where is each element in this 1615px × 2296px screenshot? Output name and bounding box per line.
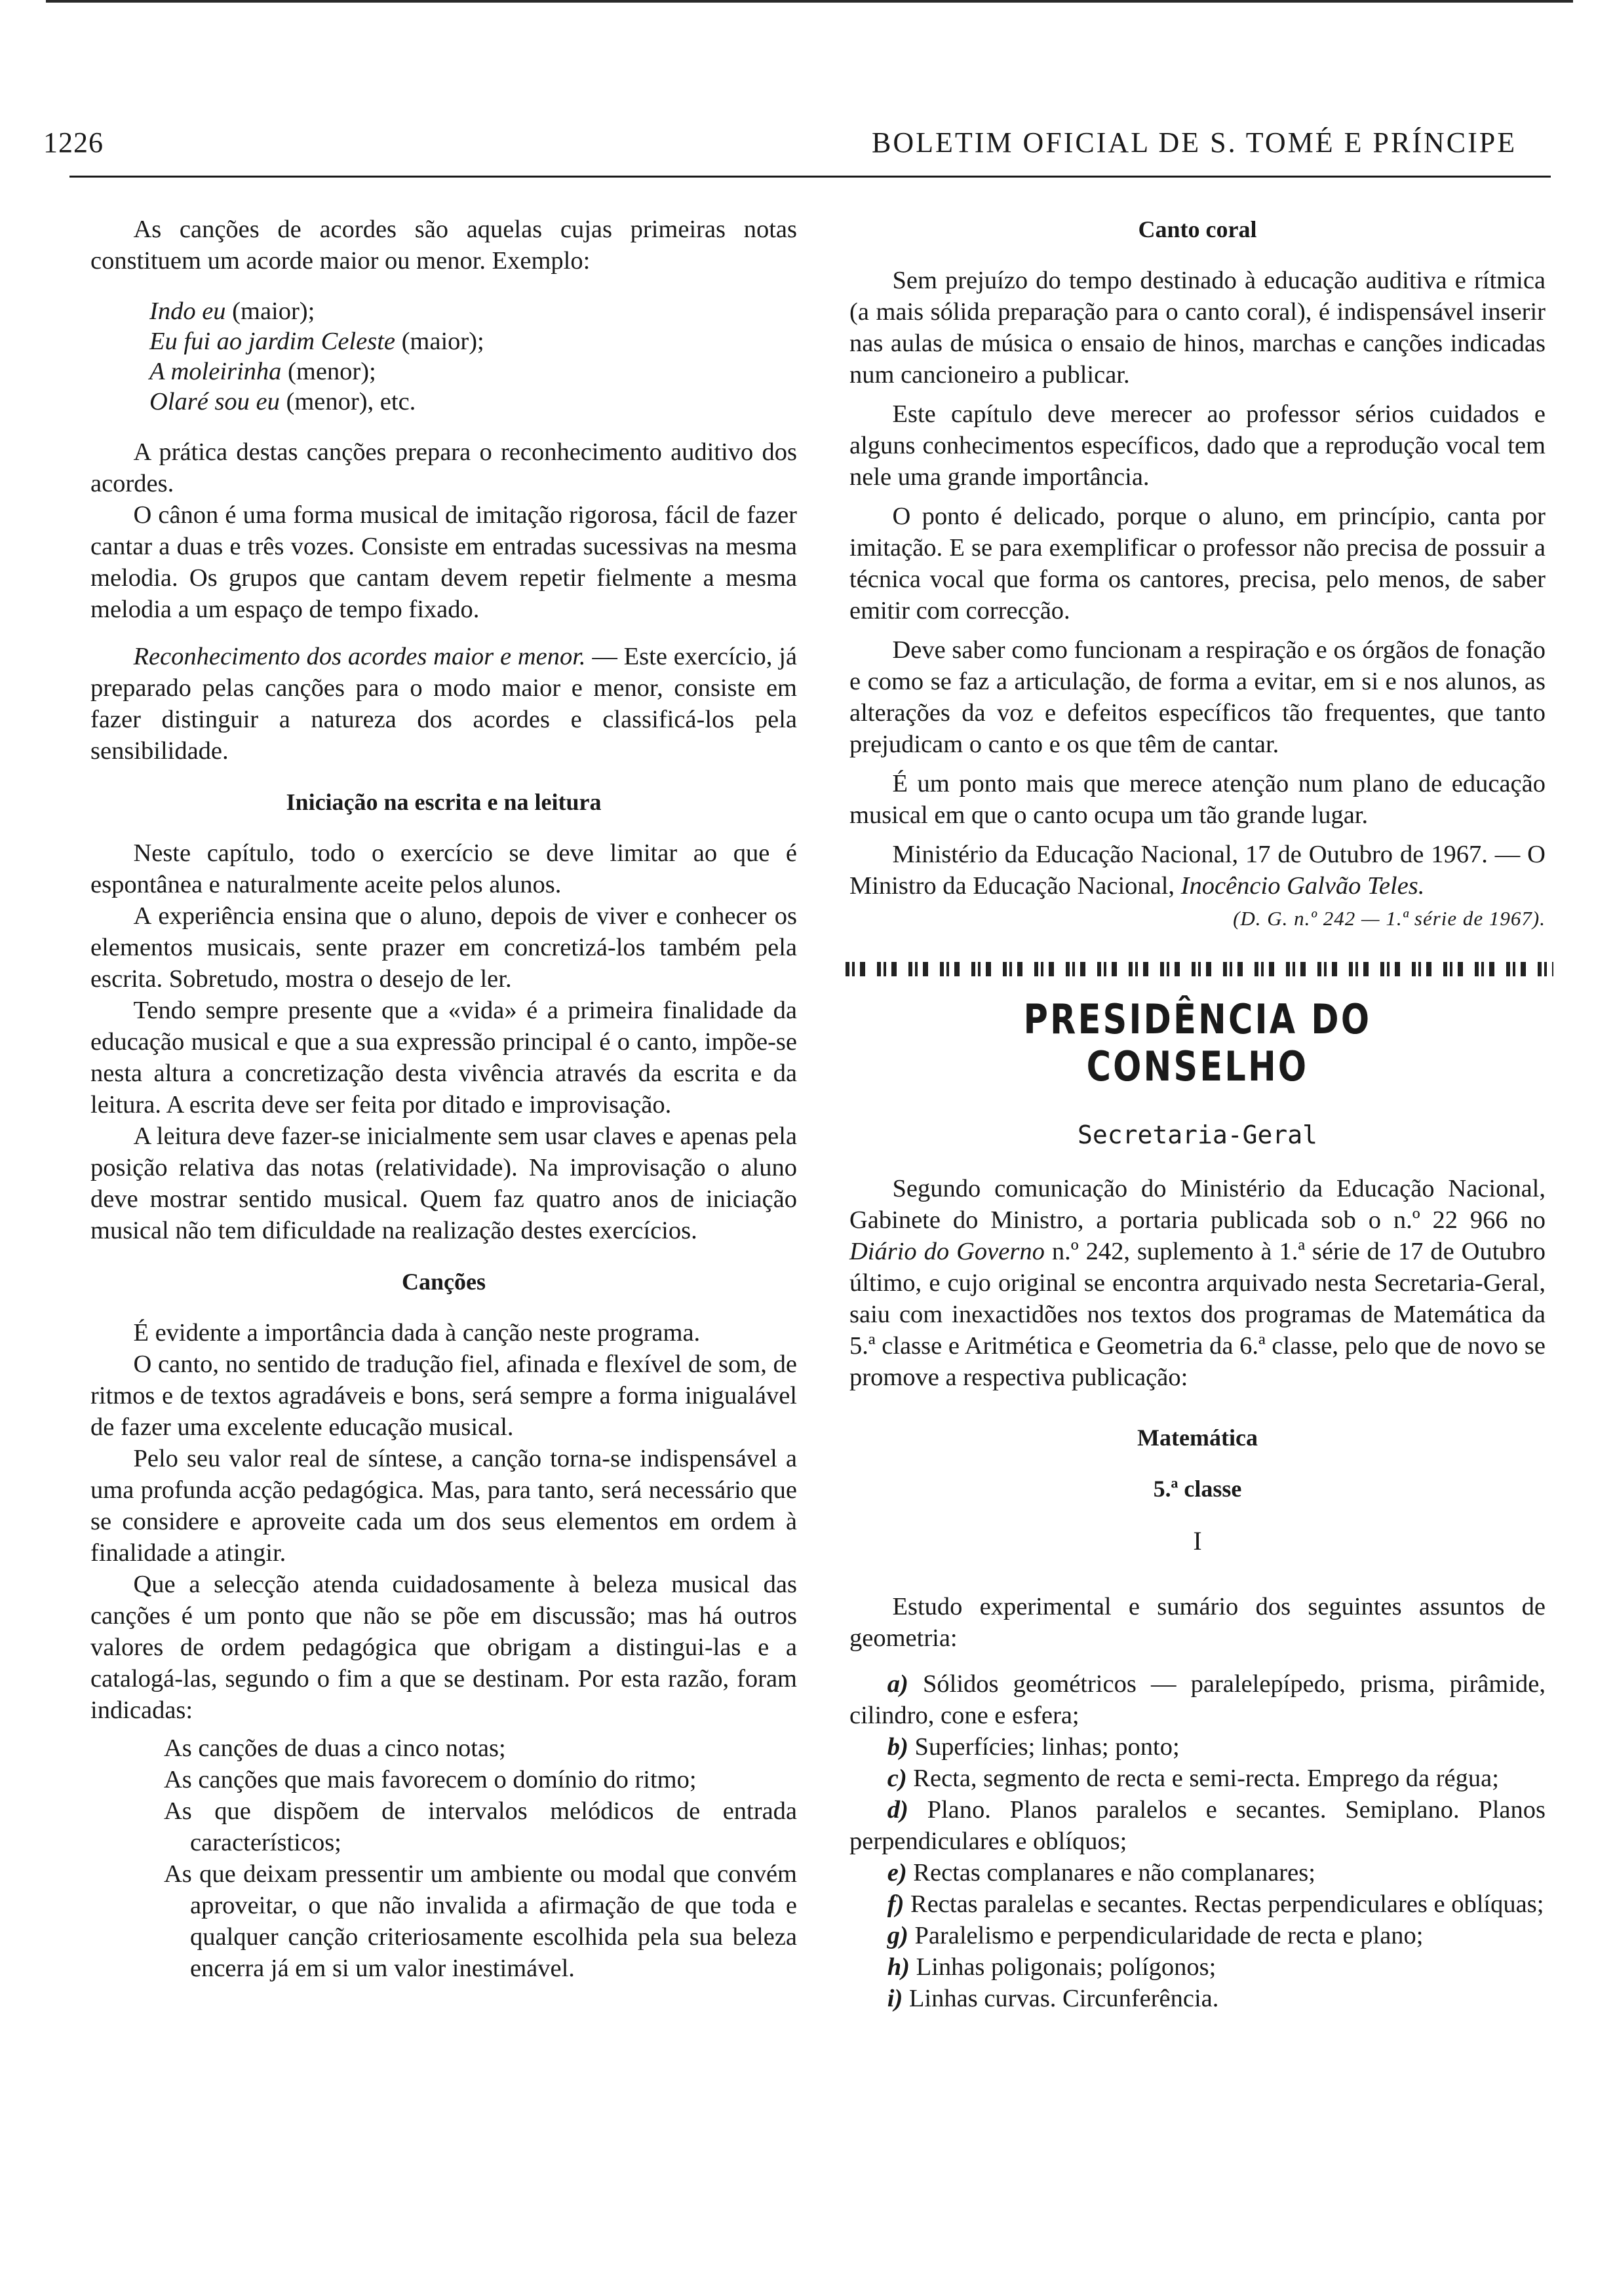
right-column — [849, 214, 1546, 2014]
paragraph: Pelo seu valor real de síntese, a canção torna-se indispensável a uma profunda acção pedagógica. Mas, para tanto, será necessário que se considere e aproveite cada um dos seus elementos em ordem à finalidade a atingir. — [90, 1445, 797, 1567]
paragraph: Deve saber como funcionam a respiração e os órgãos de fonação e como se faz a articulação, de forma a evitar, em si e nos alunos, as alterações da voz e defeitos específicos tão frequentes, que tanto prejudicam o canto e os que têm de cantar. — [849, 636, 1546, 758]
reconhecimento-title: Reconhecimento dos acordes maior e menor. — [133, 643, 586, 670]
ornamental-divider — [849, 957, 1546, 983]
list-item: i) Linhas curvas. Circunferência. — [887, 1985, 1219, 2012]
paragraph-estudo: Estudo experimental e sumário dos seguintes assuntos de geometria: — [849, 1593, 1546, 1652]
signoff: Ministério da Educação Nacional, 17 de Outubro de 1967. — O Ministro da Educação Nacional, Inocêncio Galvão Teles. — [849, 841, 1546, 900]
heading-classe: 5.ª classe — [1153, 1476, 1242, 1502]
list-item: As que deixam pressentir um ambiente ou modal que convém aproveitar, o que não invalida a afirmação de que toda e qualquer canção criteriosamente escolhida pela sua beleza encerra já em si um valor inestimável. — [164, 1860, 797, 1982]
paragraph-comunicacao: Segundo comunicação do Ministério da Educação Nacional, Gabinete do Ministro, a portaria publicada sob o n.º 22 966 no Diário do Governo n.º 242, suplemento à 1.ª série de 17 de Outubro último, e cujo original se encontra arquivado nesta Secretaria-Geral, saiu com inexactidões nos textos dos programas de Matemática da 5.ª classe e Aritmética e Geometria da 6.ª classe, pelo que de novo se promove a respectiva publicação: — [849, 1175, 1546, 1391]
heading-cancoes: Canções — [402, 1269, 486, 1295]
list-item: As canções que mais favorecem o domínio do ritmo; — [164, 1766, 697, 1793]
paragraph: Este capítulo deve merecer ao professor sérios cuidados e alguns conhecimentos específicos, dado que a reprodução vocal tem nele uma grande importância. — [849, 400, 1546, 491]
paragraph: Sem prejuízo do tempo destinado à educação auditiva e rítmica (a mais sólida preparação para o canto coral), é indispensável inserir nas aulas de música o ensaio de hinos, marchas e canções indicadas num cancioneiro a publicar. — [849, 267, 1546, 389]
minister-name: Inocêncio Galvão Teles. — [1180, 872, 1425, 900]
list-item: c) Recta, segmento de recta e semi-recta. Emprego da régua; — [887, 1765, 1499, 1792]
list-item: a) Sólidos geométricos — paralelepípedo, prisma, pirâmide, cilindro, cone e esfera; — [849, 1670, 1546, 1729]
header-rule — [69, 176, 1551, 178]
heading-escrita: Iniciação na escrita e na leitura — [286, 789, 602, 815]
topic-list — [849, 1668, 1546, 2014]
list-item: e) Rectas complanares e não complanares; — [887, 1859, 1315, 1886]
paragraph-reconhecimento: Reconhecimento dos acordes maior e menor. — Este exercício, já preparado pelas canções para o modo maior e menor, consiste em fazer distinguir a natureza dos acordes e classificá-los pela sensibilidade. — [90, 643, 797, 765]
paragraph-pratica: A prática destas canções prepara o reconhecimento auditivo dos acordes. — [90, 438, 797, 497]
section-subtitle: Secretaria-Geral — [1077, 1120, 1318, 1149]
paragraph: A experiência ensina que o aluno, depois de viver e conhecer os elementos musicais, sente prazer em concretizá-los também pela escrita. Sobretudo, mostra o desejo de ler. — [90, 902, 797, 993]
section-title: PRESIDÊNCIA DO CONSELHO — [1023, 995, 1372, 1090]
heading-canto-coral: Canto coral — [1138, 216, 1257, 242]
paragraph: É evidente a importância dada à canção neste programa. — [133, 1319, 701, 1347]
page-number: 1226 — [43, 126, 104, 159]
paragraph: É um ponto mais que merece atenção num plano de educação musical em que o canto ocupa um tão grande lugar. — [849, 770, 1546, 829]
song-examples — [149, 296, 797, 417]
heading-matematica: Matemática — [1137, 1425, 1258, 1451]
list-item: d) Plano. Planos paralelos e secantes. Semiplano. Planos perpendiculares e oblíquos; — [849, 1796, 1546, 1855]
list-item: As canções de duas a cinco notas; — [164, 1734, 506, 1762]
paragraph: Tendo sempre presente que a «vida» é a primeira finalidade da educação musical e que a sua expressão principal é o canto, impõe-se nesta altura a concretização desta vivência através da escrita e da leitura. A escrita deve ser feita por ditado e improvisação. — [90, 997, 797, 1119]
example-item: Eu fui ao jardim Celeste (maior); — [149, 328, 484, 355]
paragraph: Que a selecção atenda cuidadosamente à beleza musical das canções é um ponto que não se põe em discussão; mas há outros valores de ordem pedagógica que obrigam a distingui-las e a catalogá-las, segundo o fim a que se destinam. Por esta razão, foram indicadas: — [90, 1571, 797, 1724]
list-item: f) Rectas paralelas e secantes. Rectas perpendiculares e oblíquas; — [887, 1890, 1544, 1918]
left-column — [90, 214, 797, 1984]
running-title: BOLETIM OFICIAL DE S. TOMÉ E PRÍNCIPE — [872, 126, 1517, 159]
paragraph-acordes-intro: As canções de acordes são aquelas cujas primeiras notas constituem um acorde maior ou menor. Exemplo: — [90, 216, 797, 275]
paragraph: O canto, no sentido de tradução fiel, afinada e flexível de som, de ritmos e de textos agradáveis e bons, será sempre a forma inigualável de fazer uma excelente educação musical. — [90, 1350, 797, 1441]
roman-numeral: I — [1193, 1526, 1202, 1556]
source-reference: (D. G. n.º 242 — 1.ª série de 1967). — [1233, 907, 1546, 930]
paragraph: A leitura deve fazer-se inicialmente sem usar claves e apenas pela posição relativa das notas (relatividade). Na improvisação o aluno deve mostrar sentido musical. Quem faz quatro anos de iniciação musical não tem dificuldade na realização destes exercícios. — [90, 1122, 797, 1244]
paragraph: O ponto é delicado, porque o aluno, em princípio, canta por imitação. E se para exemplificar o professor não precisa de possuir a técnica vocal que forma os cantores, precisa, pelo menos, de saber emitir com correcção. — [849, 503, 1546, 624]
example-item: A moleirinha (menor); — [149, 358, 376, 385]
journal-title: Diário do Governo — [849, 1238, 1045, 1265]
list-item: g) Paralelismo e perpendicularidade de recta e plano; — [887, 1922, 1424, 1949]
top-rule — [46, 0, 1573, 3]
paragraph-canon: O cânon é uma forma musical de imitação rigorosa, fácil de fazer cantar a duas e três vozes. Consiste em entradas sucessivas na mesma melodia. Os grupos que cantam devem repetir fielmente a mesma melodia a um espaço de tempo fixado. — [90, 501, 797, 623]
song-type-list — [164, 1732, 797, 1984]
list-item: h) Linhas poligonais; polígonos; — [887, 1953, 1216, 1981]
list-item: As que dispõem de intervalos melódicos de entrada característicos; — [164, 1797, 797, 1856]
paragraph: Neste capítulo, todo o exercício se deve limitar ao que é espontânea e naturalmente aceite pelos alunos. — [90, 839, 797, 898]
example-item: Olaré sou eu (menor), etc. — [149, 388, 416, 415]
list-item: b) Superfícies; linhas; ponto; — [887, 1733, 1180, 1761]
example-item: Indo eu (maior); — [149, 297, 315, 325]
